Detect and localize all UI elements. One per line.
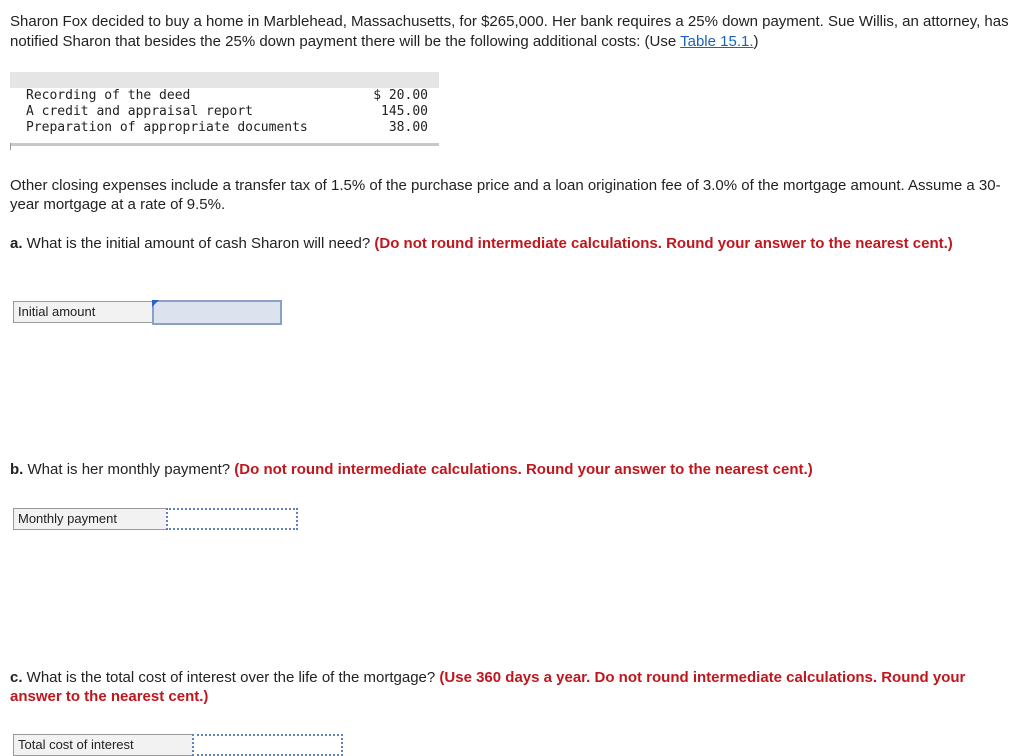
cost-amount: $ 20.00 bbox=[373, 88, 428, 103]
monthly-payment-label: Monthly payment bbox=[13, 508, 166, 530]
table-bottom-bar bbox=[10, 143, 439, 146]
question-b-letter: b. bbox=[10, 461, 24, 478]
additional-costs-table bbox=[10, 72, 439, 150]
question-a-letter: a. bbox=[10, 235, 23, 252]
cost-amount: 145.00 bbox=[381, 104, 428, 119]
other-expenses-text: Other closing expenses include a transfer tax of 1.5% of the purchase price and a loan origination fee of 3.0% of the mortgage amount. Assume a 30-year mortgage at a rate of 9.5%. bbox=[10, 177, 1001, 213]
cost-row bbox=[26, 120, 428, 136]
cost-row bbox=[26, 88, 428, 104]
question-b-instruction: (Do not round intermediate calculations. Round your answer to the nearest cent.) bbox=[234, 461, 813, 478]
intro-text: Sharon Fox decided to buy a home in Marblehead, Massachusetts, for $265,000. Her bank requires a 25% down payment. Sue Willis, an attorney, has notified Sharon that besides the 25% down payment there will be the following additional costs: (Use bbox=[10, 13, 1009, 50]
question-c-text: What is the total cost of interest over the life of the mortgage? bbox=[22, 669, 440, 686]
cost-label: Recording of the deed bbox=[26, 88, 191, 103]
problem-intro bbox=[10, 12, 1014, 52]
total-cost-interest-input[interactable] bbox=[192, 734, 343, 756]
total-cost-interest-label: Total cost of interest bbox=[13, 734, 192, 756]
intro-close: ) bbox=[753, 33, 759, 50]
initial-amount-input[interactable] bbox=[152, 300, 282, 325]
question-a bbox=[10, 234, 1010, 253]
monthly-payment-input[interactable] bbox=[166, 508, 298, 530]
cost-label: A credit and appraisal report bbox=[26, 104, 253, 119]
table-left-border bbox=[10, 143, 11, 150]
question-a-instruction: (Do not round intermediate calculations. Round your answer to the nearest cent.) bbox=[374, 235, 953, 252]
question-c bbox=[10, 668, 1000, 706]
table-15-1-link[interactable]: Table 15.1. bbox=[680, 33, 754, 50]
question-b-text: What is her monthly payment? bbox=[23, 461, 235, 478]
cost-label: Preparation of appropriate documents bbox=[26, 120, 308, 135]
question-c-letter: c. bbox=[10, 669, 23, 686]
question-b bbox=[10, 460, 1010, 479]
cost-row bbox=[26, 104, 428, 120]
flag-icon bbox=[152, 300, 159, 307]
question-a-text: What is the initial amount of cash Sharon will need? bbox=[22, 235, 375, 252]
initial-amount-label: Initial amount bbox=[13, 301, 152, 323]
table-top-bar bbox=[10, 72, 439, 88]
cost-amount: 38.00 bbox=[388, 120, 428, 135]
question-c-instruction: (Use 360 days a year. Do not round intermediate calculations. Round your answer to the nearest cent.) bbox=[10, 669, 966, 705]
